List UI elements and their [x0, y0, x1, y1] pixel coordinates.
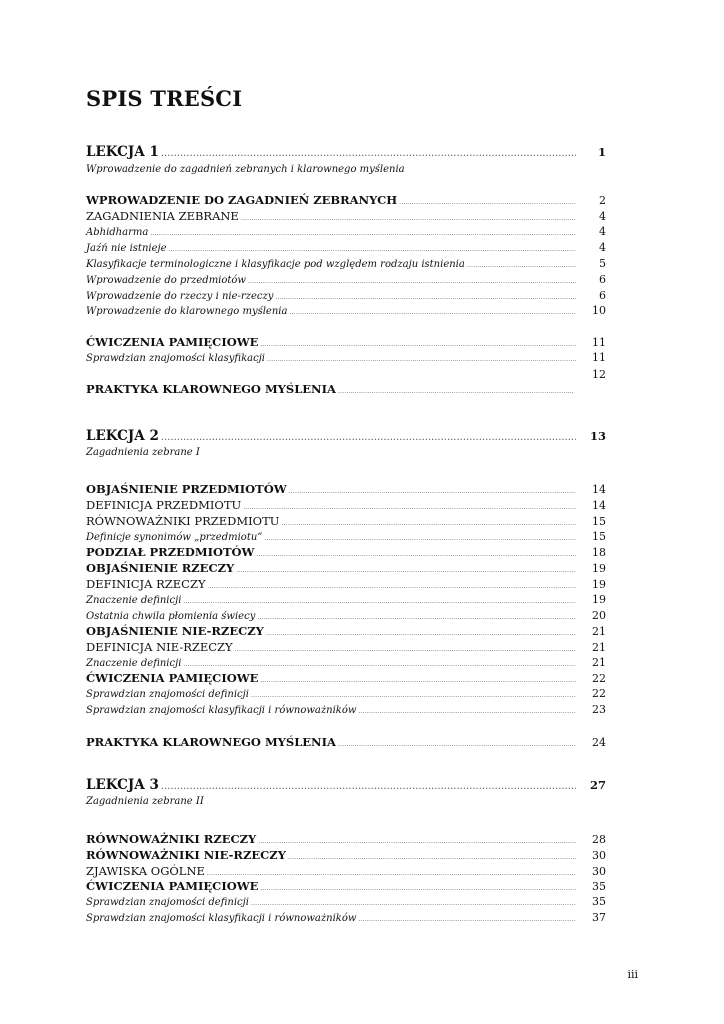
toc-lesson-3[interactable] [86, 777, 606, 795]
toc-entry-text: LEKCJA 2 [86, 428, 159, 444]
dot-leader [161, 148, 576, 159]
toc-page-number: 4 [599, 225, 606, 238]
toc-entry-text: DEFINICJA NIE-RZECZY [86, 640, 233, 654]
toc-entry-text: Wprowadzenie do rzeczy i nie-rzeczy [86, 291, 274, 302]
toc-entry-text: DEFINICJA RZECZY [86, 577, 206, 591]
toc-page-number: 14 [592, 483, 606, 496]
toc-page-number: 19 [592, 593, 606, 606]
toc-lesson-2[interactable] [86, 428, 606, 446]
toc-entry-text: ĆWICZENIA PAMIĘCIOWE [86, 671, 259, 685]
toc-page-number: 21 [592, 656, 606, 669]
dot-leader [338, 388, 574, 395]
toc-page-number: 19 [592, 578, 606, 591]
toc-page-number: 23 [592, 703, 606, 716]
dot-leader [208, 583, 576, 590]
dot-leader [183, 598, 576, 605]
dot-leader [281, 520, 576, 527]
dot-leader [258, 838, 576, 845]
dot-leader [243, 504, 576, 511]
dot-leader [467, 262, 576, 269]
toc-page-number: 6 [599, 273, 606, 286]
toc-entry-text: LEKCJA 1 [86, 144, 159, 160]
toc-entry-text: RÓWNOWAŻNIKI RZECZY [86, 832, 257, 846]
toc-entry-text: ZJAWISKA OGÓLNE [86, 864, 205, 878]
dot-leader [260, 341, 576, 348]
toc-page-number: 13 [589, 429, 606, 443]
dot-leader [289, 488, 576, 495]
toc-entry-text: Wprowadzenie do przedmiotów [86, 275, 246, 286]
toc-entry-text: Ostatnia chwila płomienia świecy [86, 611, 256, 622]
toc-page-number: 19 [592, 562, 606, 575]
toc-entry-text: ĆWICZENIA PAMIĘCIOWE [86, 879, 259, 893]
toc-page-number: 20 [592, 609, 606, 622]
dot-leader [264, 535, 576, 542]
toc-page-number: 22 [592, 672, 606, 685]
toc-entry[interactable] [86, 382, 576, 400]
dot-leader [248, 278, 576, 285]
toc-page-number: 14 [592, 499, 606, 512]
dot-leader [358, 708, 576, 715]
dot-leader [251, 692, 576, 699]
dot-leader [257, 614, 576, 621]
dot-leader [260, 677, 576, 684]
toc-entry-text: Sprawdzian znajomości klasyfikacji i równoważników [86, 913, 357, 924]
toc-entry-text: OBJAŚNIENIE NIE-RZECZY [86, 624, 264, 638]
toc-page-number: 28 [592, 833, 606, 846]
toc-page-number: 4 [599, 241, 606, 254]
toc-page-number: 18 [592, 546, 606, 559]
dot-leader [251, 900, 576, 907]
toc-entry-text: Abhidharma [86, 227, 149, 238]
toc-entry-text: OBJAŚNIENIE RZECZY [86, 561, 235, 575]
toc-page-number: 15 [592, 530, 606, 543]
dot-leader [289, 309, 576, 316]
toc-entry-text: Znaczenie definicji [86, 595, 182, 606]
toc-entry[interactable] [86, 735, 606, 753]
lesson-subtitle: Zagadnienia zebrane II [86, 796, 204, 807]
toc-entry-text: Sprawdzian znajomości klasyfikacji i równoważników [86, 705, 357, 716]
toc-entry-text: PRAKTYKA KLAROWNEGO MYŚLENIA [86, 735, 336, 749]
toc-page-number: 4 [599, 210, 606, 223]
page-number: iii [627, 968, 638, 981]
toc-entry-text: OBJAŚNIENIE PRZEDMIOTÓW [86, 482, 287, 496]
toc-entry-text: ĆWICZENIA PAMIĘCIOWE [86, 335, 259, 349]
toc-entry-text: Sprawdzian znajomości definicji [86, 897, 249, 908]
toc-page-number: 2 [599, 194, 606, 207]
toc-page-number: 6 [599, 289, 606, 302]
dot-leader [260, 885, 576, 892]
toc-entry-text: ZAGADNIENIA ZEBRANE [86, 209, 239, 223]
toc-page-number: 35 [592, 880, 606, 893]
toc-page-number: 37 [592, 911, 606, 924]
dot-leader [150, 230, 576, 237]
toc-page-number: 11 [592, 351, 606, 364]
toc-entry-text: RÓWNOWAŻNIKI NIE-RZECZY [86, 848, 286, 862]
lesson-subtitle: Zagadnienia zebrane I [86, 447, 200, 458]
dot-leader [236, 567, 576, 574]
toc-entry-text: Sprawdzian znajomości definicji [86, 689, 249, 700]
toc-entry-text: Klasyfikacje terminologiczne i klasyfikacje pod względem rodzaju istnienia [86, 259, 465, 270]
toc-page-number: 11 [592, 336, 606, 349]
toc-page-number: 24 [592, 736, 606, 749]
toc-entry[interactable] [86, 911, 606, 929]
toc-entry-text: Definicje synonimów „przedmiotu” [86, 532, 263, 543]
dot-leader [358, 916, 576, 923]
toc-page-number: 10 [592, 304, 606, 317]
toc-page-number: 22 [592, 687, 606, 700]
dot-leader [183, 661, 576, 668]
toc-page-number: 5 [599, 257, 606, 270]
toc-entry[interactable] [86, 351, 606, 369]
toc-page-number: 12 [592, 368, 606, 381]
dot-leader [266, 630, 576, 637]
toc-entry-text: Sprawdzian znajomości klasyfikacji [86, 353, 265, 364]
toc-entry-text: WPROWADZENIE DO ZAGADNIEŃ ZEBRANYCH [86, 193, 398, 207]
dot-leader [275, 294, 576, 301]
dot-leader [267, 356, 576, 363]
toc-page-number: 35 [592, 895, 606, 908]
toc-entry-text: PRAKTYKA KLAROWNEGO MYŚLENIA [86, 382, 336, 396]
dot-leader [161, 781, 576, 792]
toc-entry-text: Wprowadzenie do klarownego myślenia [86, 306, 288, 317]
toc-page-number: 21 [592, 641, 606, 654]
toc-entry-text: Znaczenie definicji [86, 658, 182, 669]
dot-leader [241, 215, 576, 222]
toc-entry-text: LEKCJA 3 [86, 777, 159, 793]
toc-page-number: 30 [592, 865, 606, 878]
toc-page-number: 30 [592, 849, 606, 862]
dot-leader [169, 246, 576, 253]
toc-entry-text: PODZIAŁ PRZEDMIOTÓW [86, 545, 255, 559]
toc-page-number: 15 [592, 515, 606, 528]
toc-entry[interactable] [86, 304, 606, 322]
toc-page-number: 27 [589, 778, 606, 792]
toc-page-number: 21 [592, 625, 606, 638]
dot-leader [288, 854, 576, 861]
dot-leader [399, 199, 576, 206]
lesson-subtitle: Wprowadzenie do zagadnień zebranych i klarownego myślenia [86, 164, 405, 175]
dot-leader [256, 551, 576, 558]
dot-leader [235, 646, 576, 653]
toc-entry-text: DEFINICJA PRZEDMIOTU [86, 498, 242, 512]
toc-entry[interactable] [86, 703, 606, 721]
dot-leader [338, 741, 576, 748]
toc-page-number: 1 [597, 145, 606, 159]
toc-entry-text: Jaźń nie istnieje [86, 243, 167, 254]
toc-entry-text: RÓWNOWAŻNIKI PRZEDMIOTU [86, 514, 280, 528]
page-title: SPIS TREŚCI [86, 86, 243, 111]
dot-leader [161, 432, 576, 443]
toc-lesson-1[interactable] [86, 144, 606, 162]
dot-leader [207, 870, 576, 877]
